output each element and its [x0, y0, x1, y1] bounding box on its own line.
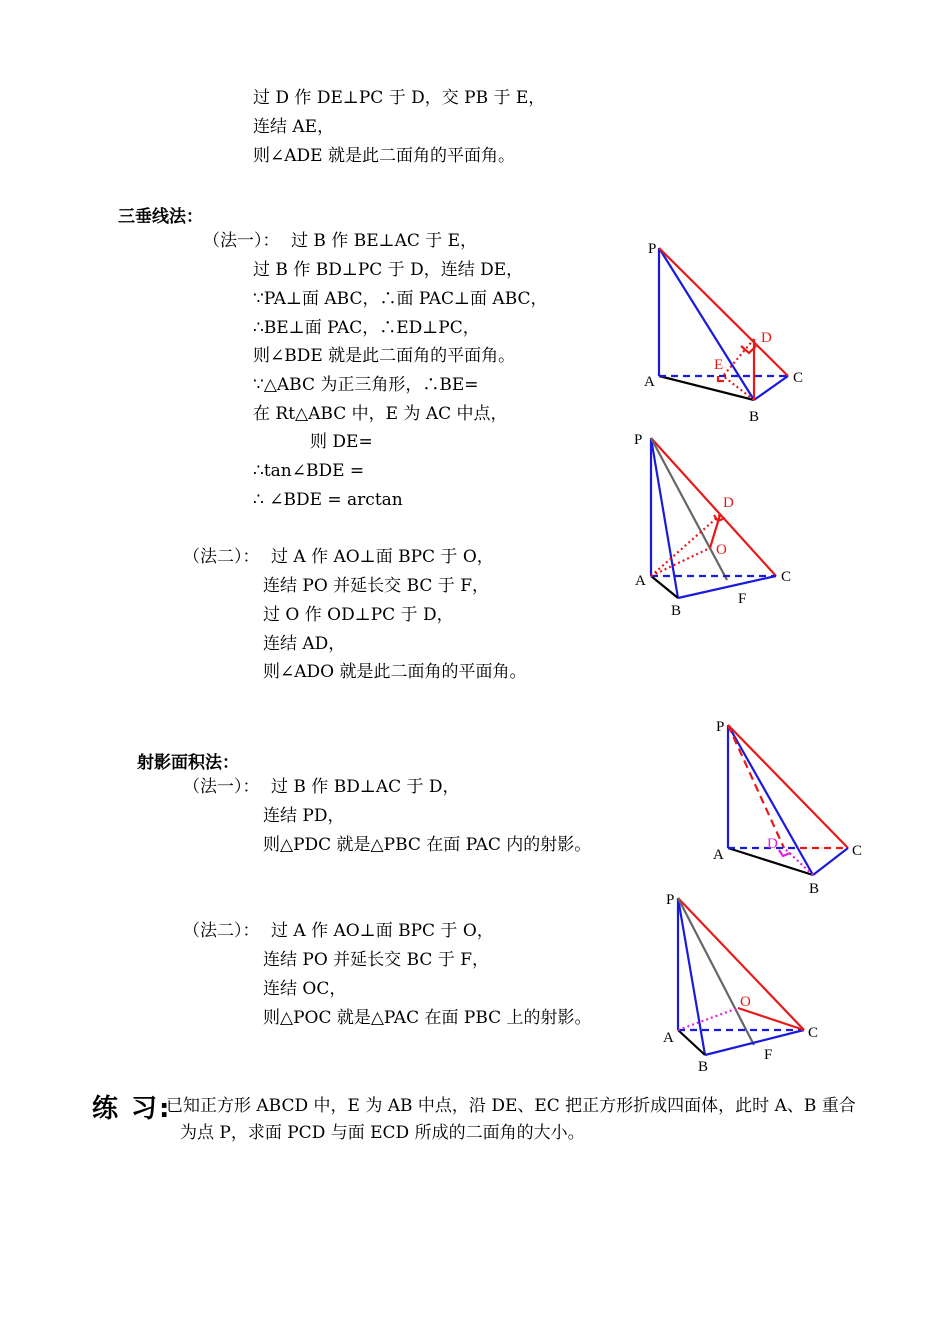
- method-text-line: 连结 OC，: [263, 979, 347, 999]
- method-text-line: 则∠BDE 就是此二面角的平面角。: [253, 346, 516, 366]
- method-text-line: 则 DE=: [310, 432, 373, 452]
- vertex-label-p: P: [648, 241, 657, 257]
- method-label: （法一）：: [183, 777, 260, 797]
- vertex-label-a: A: [663, 1030, 674, 1046]
- vertex-label-d: D: [761, 330, 772, 346]
- section-heading-three-perpendiculars: 三垂线法：: [118, 207, 203, 227]
- method-text-line: 则∠ADO 就是此二面角的平面角。: [263, 662, 527, 682]
- method-text-line: 则△PDC 就是△PBC 在面 PAC 内的射影。: [263, 835, 592, 855]
- method-label: （法二）：: [183, 547, 260, 567]
- vertex-label-c: C: [781, 569, 792, 585]
- method-text-line: 连结 PO 并延长交 BC 于 F，: [263, 950, 490, 970]
- vertex-label-a: A: [644, 374, 655, 390]
- method-text-line: 连结 AD，: [263, 634, 346, 654]
- vertex-label-c: C: [808, 1025, 819, 1041]
- method-label: （法一）：: [203, 231, 280, 251]
- segment-pf: [678, 898, 754, 1045]
- method-text-line: 过 O 作 OD⊥PC 于 D，: [263, 605, 454, 625]
- method-text-line: 连结 PD，: [263, 806, 345, 826]
- intro-line-1: 过 D 作 DE⊥PC 于 D，交 PB 于 E，: [253, 88, 546, 108]
- method-text-line: 过 B 作 BE⊥AC 于 E，: [291, 231, 478, 251]
- vertex-label-p: P: [716, 719, 725, 735]
- vertex-label-f: F: [764, 1047, 773, 1063]
- exercise-text-line-1: 已知正方形 ABCD 中，E 为 AB 中点，沿 DE、EC 把正方形折成四面体，此时 A、B 重合: [166, 1096, 856, 1116]
- vertex-label-b: B: [698, 1059, 709, 1075]
- method-text-line: 在 Rt△ABC 中，E 为 AC 中点，: [253, 404, 508, 424]
- vertex-label-e: E: [714, 357, 724, 373]
- vertex-label-o: O: [716, 542, 727, 558]
- method-text-line: 连结 PO 并延长交 BC 于 F，: [263, 576, 490, 596]
- intro-line-3: 则∠ADE 就是此二面角的平面角。: [253, 146, 515, 166]
- section-heading-projection-area: 射影面积法：: [137, 753, 239, 773]
- vertex-label-b: B: [809, 881, 820, 897]
- method-text-line: ∴tan∠BDE =: [253, 461, 365, 481]
- edge-bc: [705, 1030, 804, 1055]
- method-text-line: 过 B 作 BD⊥AC 于 D，: [271, 777, 460, 797]
- method-text-line: ∴BE⊥面 PAC，∴ED⊥PC，: [253, 318, 480, 338]
- vertex-label-o: O: [740, 994, 751, 1010]
- method-text-line: ∵PA⊥面 ABC，∴面 PAC⊥面 ABC，: [253, 289, 548, 309]
- method-text-line: 过 A 作 AO⊥面 BPC 于 O，: [271, 921, 494, 941]
- vertex-label-p: P: [666, 892, 675, 908]
- method-label: （法二）：: [183, 921, 260, 941]
- vertex-label-p: P: [634, 432, 643, 448]
- vertex-label-b: B: [749, 409, 760, 425]
- vertex-label-c: C: [793, 370, 804, 386]
- vertex-label-a: A: [635, 573, 646, 589]
- method-text-line: ∵△ABC 为正三角形，∴BE=: [253, 375, 479, 395]
- vertex-label-d: D: [767, 836, 778, 852]
- vertex-label-c: C: [852, 843, 863, 859]
- vertex-label-f: F: [738, 591, 747, 607]
- intro-line-2: 连结 AE，: [253, 117, 335, 137]
- vertex-label-d: D: [723, 495, 734, 511]
- method-text-line: 过 B 作 BD⊥PC 于 D，连结 DE，: [253, 260, 524, 280]
- exercise-label: 练 习:: [92, 1094, 172, 1124]
- vertex-label-a: A: [713, 847, 724, 863]
- segment-ao: [678, 1008, 738, 1030]
- exercise-text-line-2: 为点 P，求面 PCD 与面 ECD 所成的二面角的大小。: [180, 1123, 585, 1143]
- method-text-line: 则△POC 就是△PAC 在面 PBC 上的射影。: [263, 1008, 592, 1028]
- vertex-label-b: B: [671, 603, 682, 619]
- method-text-line: ∴ ∠BDE = arctan: [253, 490, 403, 510]
- method-text-line: 过 A 作 AO⊥面 BPC 于 O，: [271, 547, 494, 567]
